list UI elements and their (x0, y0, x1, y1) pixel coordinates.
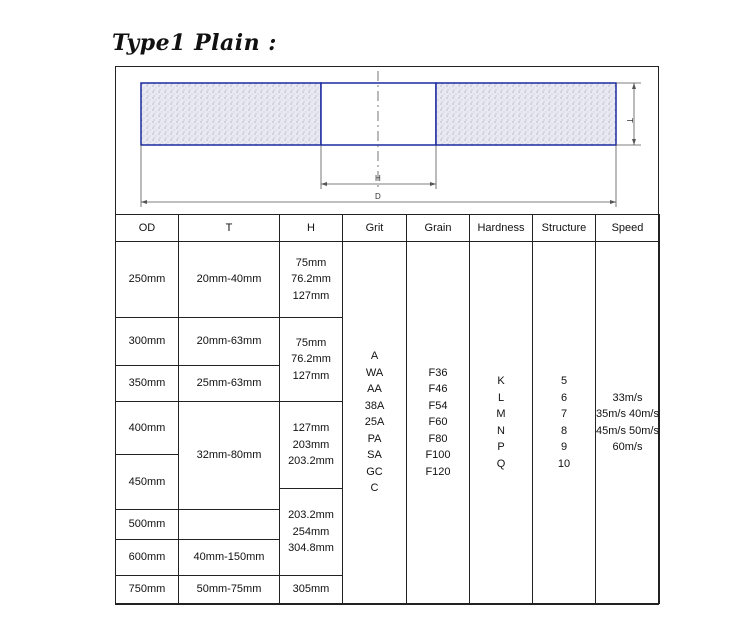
od-cell: 600mm (116, 540, 179, 576)
header-grain: Grain (407, 215, 470, 242)
od-cell: 400mm (116, 402, 179, 455)
h-cell: 75mm 76.2mm 127mm (280, 242, 343, 318)
grain-cell: F36 F46 F54 F60 F80 F100 F120 (407, 242, 470, 604)
section-title: Type1 Plain : (112, 30, 277, 56)
t-cell: 20mm-40mm (179, 242, 280, 318)
h-cell: 75mm 76.2mm 127mm (280, 318, 343, 402)
header-speed: Speed (596, 215, 660, 242)
dimension-t-label: T (625, 118, 634, 123)
od-cell: 250mm (116, 242, 179, 318)
grit-cell: A WA AA 38A 25A PA SA GC C (343, 242, 407, 604)
od-cell: 750mm (116, 576, 179, 604)
structure-cell: 5 6 7 8 9 10 (533, 242, 596, 604)
t-cell (179, 510, 280, 540)
od-cell: 350mm (116, 366, 179, 402)
t-cell: 32mm-80mm (179, 402, 280, 510)
dimension-d-label: D (375, 192, 381, 201)
header-structure: Structure (533, 215, 596, 242)
header-h: H (280, 215, 343, 242)
header-t: T (179, 215, 280, 242)
od-cell: 300mm (116, 318, 179, 366)
hardness-cell: K L M N P Q (470, 242, 533, 604)
t-cell: 50mm-75mm (179, 576, 280, 604)
t-cell: 40mm-150mm (179, 540, 280, 576)
header-row (116, 215, 660, 242)
wheel-drawing (116, 67, 658, 214)
speed-cell: 33m/s 35m/s 40m/s 45m/s 50m/s 60m/s (596, 242, 660, 604)
h-cell: 305mm (280, 576, 343, 604)
wheel-section-left (141, 83, 321, 145)
od-cell: 500mm (116, 510, 179, 540)
t-cell: 20mm-63mm (179, 318, 280, 366)
wheel-section-right (436, 83, 616, 145)
header-hardness: Hardness (470, 215, 533, 242)
h-cell: 203.2mm 254mm 304.8mm (280, 489, 343, 576)
wheel-bore (321, 83, 436, 145)
spec-table (115, 214, 660, 604)
t-cell: 25mm-63mm (179, 366, 280, 402)
header-od: OD (116, 215, 179, 242)
h-cell: 127mm 203mm 203.2mm (280, 402, 343, 489)
dimension-h-label: H (375, 174, 381, 183)
table-row (116, 242, 660, 318)
od-cell: 450mm (116, 455, 179, 510)
header-grit: Grit (343, 215, 407, 242)
